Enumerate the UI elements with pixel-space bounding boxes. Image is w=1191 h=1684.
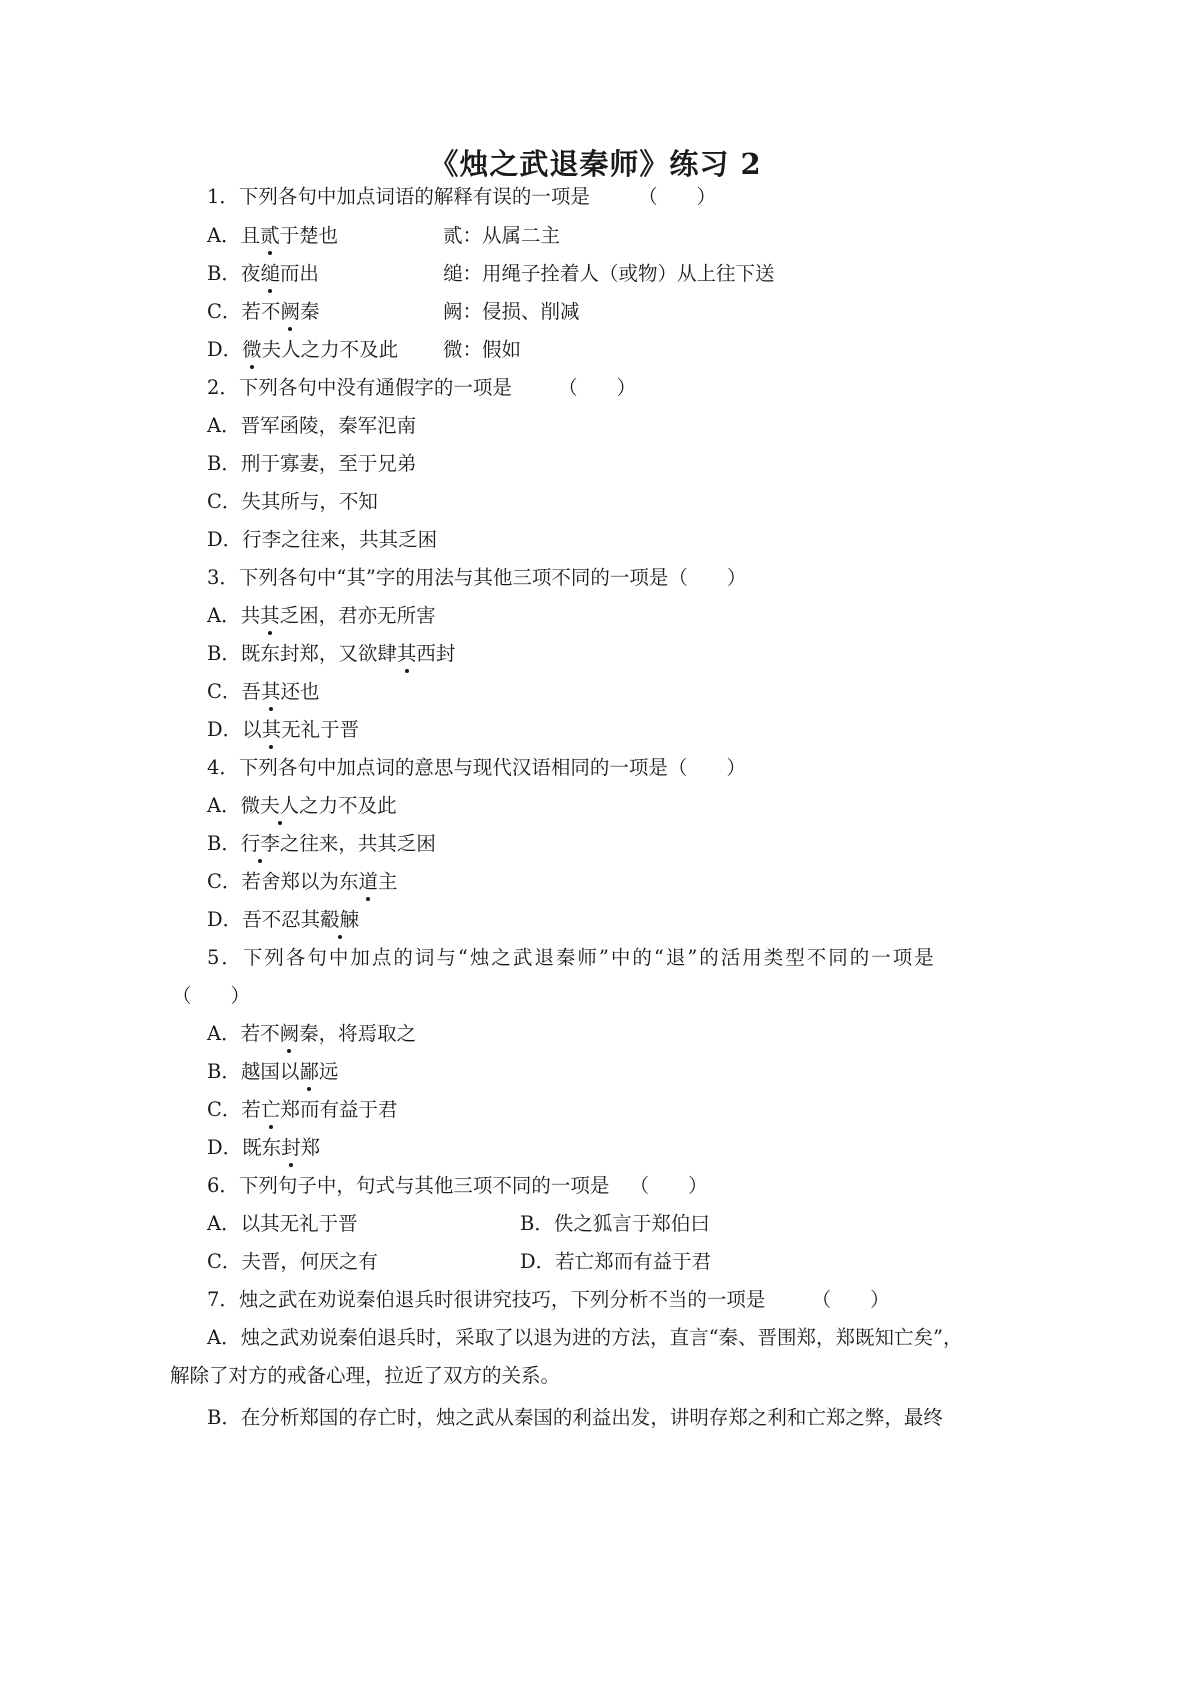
option-text: 若亡郑而有益于君 [555,1250,712,1273]
option-label: D． [207,338,243,361]
option-text: 以 [242,718,262,741]
dotted-word: 夫人 [260,794,300,817]
option-7b-line-1: B．在分析郑国的存亡时，烛之武从秦国的利益出发，讲明存郑之利和亡郑之弊，最终 [207,1406,943,1429]
option-label: B． [520,1212,554,1235]
option-text: 郑而有益于君 [280,1098,398,1121]
option-1a-explanation: 贰：从属二主 [443,224,561,247]
option-label: B． [207,262,241,285]
page-title: 《烛之武退秦师》练习 2 [429,147,762,181]
option-3a [207,603,436,629]
option-5d [207,1135,320,1161]
option-text: 以其无礼于晋 [240,1212,358,1235]
dotted-word: 微 [242,338,262,361]
dotted-word: 其 [396,642,417,665]
option-label: D． [207,528,243,551]
dotted-word: 鄙 [299,1060,319,1083]
option-1d [207,337,398,363]
question-4-stem [207,755,746,781]
option-6a [207,1211,358,1237]
option-label: A． [207,1022,241,1045]
option-1b-explanation: 缒：用绳子拴着人（或物）从上往下送 [443,262,775,285]
dotted-word: 缒 [260,262,280,285]
question-6-stem [207,1173,708,1199]
option-text: 微 [240,794,261,817]
dotted-word: 觳觫 [320,908,360,931]
option-2c [207,489,378,515]
dotted-word: 其 [261,718,282,741]
question-stem-text: 1．下列各句中加点词语的解释有误的一项是 [207,185,590,208]
option-text: 晋军函陵，秦军氾南 [240,414,417,437]
option-text: 秦，将焉取之 [299,1022,417,1045]
question-1-stem [207,184,716,210]
option-3b [207,641,455,667]
option-1c-explanation: 阙：侵损、削减 [443,300,580,323]
option-1b [207,261,319,287]
option-text: 失其所与，不知 [241,490,378,513]
option-2b [207,451,416,477]
option-text: 既东封郑，又欲肆 [240,642,397,665]
option-label: B． [207,452,241,475]
option-label: A． [207,1212,241,1235]
question-5-stem: 5．下列各句中加点的词与“烛之武退秦师”中的“退”的活用类型不同的一项是 [207,946,936,969]
option-label: B． [207,832,241,855]
dotted-word: 贰 [260,224,280,247]
option-label: B． [207,642,241,665]
question-7-stem [207,1287,890,1313]
option-1c [207,299,319,325]
option-text: 共 [240,604,261,627]
option-label: D． [207,718,243,741]
option-label: D． [520,1250,556,1273]
option-label: C． [207,1250,242,1273]
option-text: 而出 [279,262,319,285]
option-text: 若舍郑以为 [241,870,339,893]
option-6d [520,1249,711,1275]
answer-paren: （ ） [172,984,251,1007]
option-4b [207,831,436,857]
question-stem-text: 4．下列各句中加点词的意思与现代汉语相同的一项是 [207,756,668,779]
option-5b [207,1059,338,1085]
option-2a [207,413,416,439]
option-text: 夫晋，何厌之有 [241,1250,378,1273]
option-text: 郑 [300,1136,321,1159]
option-label: A． [207,604,241,627]
option-text: 吾 [241,680,261,703]
answer-paren: （ ） [667,756,746,779]
option-label: D． [207,908,243,931]
option-label: C． [207,300,242,323]
option-4c [207,869,397,895]
option-text: 西封 [416,642,456,665]
option-text: 夜 [240,262,261,285]
option-label: A． [207,794,241,817]
dotted-word: 阙 [280,300,300,323]
option-text: 吾不忍其 [242,908,321,931]
option-label: B． [207,1060,241,1083]
question-2-stem [207,375,636,401]
dotted-word: 其 [260,680,281,703]
question-stem-text: 2．下列各句中没有通假字的一项是 [207,376,512,399]
option-text: 夫人之力不及此 [261,338,399,361]
option-5a [207,1021,416,1047]
option-label: A． [207,414,241,437]
option-text: 佚之狐言于郑伯曰 [553,1212,710,1235]
option-text: 于楚也 [279,224,339,247]
option-label: C． [207,490,242,513]
option-4a [207,793,397,819]
option-3c [207,679,319,705]
option-label: C． [207,680,242,703]
option-7a-line-1: A．烛之武劝说秦伯退兵时，采取了以退为进的方法，直言“秦、晋围郑，郑既知亡矣”， [207,1326,963,1349]
option-label: C． [207,1098,242,1121]
option-5c [207,1097,397,1123]
option-1d-explanation: 微：假如 [443,338,522,361]
option-label: C． [207,870,242,893]
dotted-word: 封 [281,1136,301,1159]
question-stem-text: 3．下列各句中“其”字的用法与其他三项不同的一项是 [207,566,669,589]
option-text: 若 [241,1098,261,1121]
option-1a [207,223,338,249]
option-text: 若不 [240,1022,280,1045]
option-2d [207,527,437,553]
option-text: 行李之往来，共其乏困 [242,528,438,551]
option-text: 之往来，共其乏困 [279,832,436,855]
option-4d [207,907,359,933]
dotted-word: 亡 [260,1098,281,1121]
question-3-stem [207,565,746,591]
dotted-word: 其 [260,604,280,627]
option-text: 若不 [241,300,281,323]
option-6c [207,1249,378,1275]
option-text: 越国以 [240,1060,300,1083]
option-text: 无礼于晋 [281,718,360,741]
option-6b [520,1211,710,1237]
dotted-word: 东道主 [338,870,398,893]
option-text: 之力不及此 [299,794,397,817]
answer-paren: （ ） [811,1288,890,1311]
option-text: 既东 [242,1136,282,1159]
dotted-word: 阙 [279,1022,300,1045]
option-3d [207,717,359,743]
answer-paren: （ ） [638,185,717,208]
option-text: 还也 [280,680,320,703]
option-7a-line-2: 解除了对方的戒备心理，拉近了双方的关系。 [170,1364,561,1387]
question-stem-text: 7．烛之武在劝说秦伯退兵时很讲究技巧，下列分析不当的一项是 [207,1288,766,1311]
question-stem-text: 6．下列句子中，句式与其他三项不同的一项是 [207,1174,610,1197]
option-text: 远 [318,1060,339,1083]
dotted-word: 行李 [240,832,280,855]
option-text: 秦 [299,300,320,323]
answer-paren: （ ） [558,376,637,399]
answer-paren: （ ） [668,566,747,589]
answer-paren: （ ） [629,1174,708,1197]
option-label: D． [207,1136,243,1159]
option-text: 乏困，君亦无所害 [279,604,436,627]
option-text: 且 [240,224,261,247]
option-text: 刑于寡妻，至于兄弟 [240,452,417,475]
option-label: A． [207,224,241,247]
